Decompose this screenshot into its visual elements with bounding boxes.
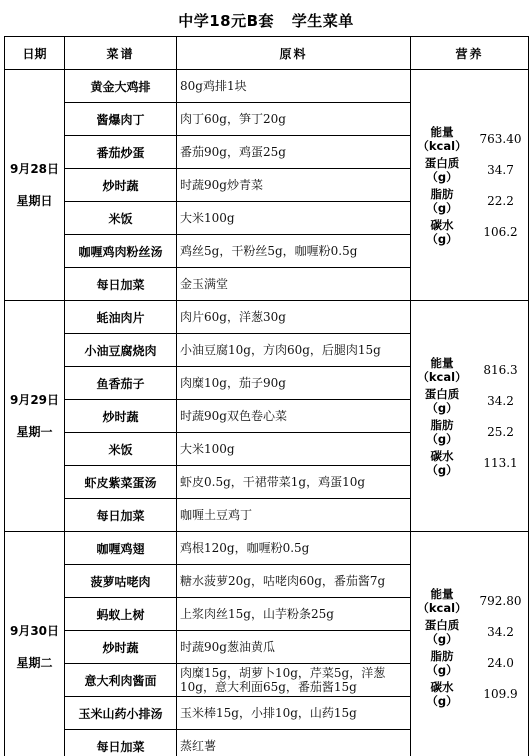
nutrition-row-fat [411,185,528,216]
nutrition-row-carbs [411,678,528,709]
dish-ingredients: 玉米棒15g，小排10g，山药15g [177,697,411,730]
menu-row [5,70,529,103]
nutrition-value-protein: 34.2 [487,393,514,408]
menu-table [4,36,529,756]
nutrition-value-energy: 792.80 [479,593,522,608]
nutrition-label-protein: 蛋白质 （g） [424,155,460,184]
nutrition-row-carbs [411,216,528,247]
nutrition-label-fat: 脂肪 （g） [426,648,458,677]
nutrition-value-energy: 763.40 [479,131,522,146]
nutrition-label-carbs: 碳水 （g） [426,448,458,477]
nutrition-value-protein: 34.7 [487,162,514,177]
dish-ingredients: 大米100g [177,433,411,466]
date-text: 9月28日 [9,162,60,176]
dish-ingredients: 肉糜10g，茄子90g [177,367,411,400]
dish-name: 玉米山药小排汤 [65,697,177,730]
nutrition-label-fat: 脂肪 （g） [426,186,458,215]
dish-ingredients: 虾皮0.5g，干裙带菜1g，鸡蛋10g [177,466,411,499]
nutrition-value-carbs: 109.9 [483,686,518,701]
dish-ingredients: 肉糜15g，胡萝卜10g，芹菜5g，洋葱10g，意大利面65g，番茄酱15g [177,664,411,697]
dish-ingredients: 番茄90g，鸡蛋25g [177,136,411,169]
dish-ingredients: 蒸红薯 [177,730,411,756]
date-text: 9月29日 [9,393,60,407]
nutrition-row-energy [411,354,528,385]
nutrition-label-energy: 能量 （kcal） [417,355,467,384]
nutrition-label-carbs: 碳水 （g） [426,217,458,246]
dish-name: 虾皮紫菜蛋汤 [65,466,177,499]
nutrition-value-carbs: 113.1 [483,455,518,470]
nutrition-cell [411,70,529,301]
nutrition-label-protein: 蛋白质 （g） [424,617,460,646]
dish-ingredients: 鸡丝5g，干粉丝5g，咖喱粉0.5g [177,235,411,268]
dish-ingredients: 肉片60g，洋葱30g [177,301,411,334]
nutrition-value-carbs: 106.2 [483,224,518,239]
dish-ingredients: 鸡根120g，咖喱粉0.5g [177,532,411,565]
dish-ingredients: 肉丁60g，笋丁20g [177,103,411,136]
dish-ingredients: 大米100g [177,202,411,235]
nutrition-value-protein: 34.2 [487,624,514,639]
dish-name: 咖喱鸡肉粉丝汤 [65,235,177,268]
dish-name: 番茄炒蛋 [65,136,177,169]
dish-name: 炒时蔬 [65,631,177,664]
dish-name: 炒时蔬 [65,169,177,202]
menu-row [5,532,529,565]
nutrition-value-fat: 25.2 [487,424,514,439]
menu-body [5,70,529,756]
nutrition-cell [411,532,529,756]
menu-set-title: 中学18元B套 [178,12,275,30]
nutrition-value-fat: 22.2 [487,193,514,208]
header-dish: 菜谱 [65,37,177,70]
dish-ingredients: 糖水菠萝20g，咕咾肉60g，番茄酱7g [177,565,411,598]
dish-ingredients: 时蔬90g炒青菜 [177,169,411,202]
dish-name: 米饭 [65,202,177,235]
menu-subtitle: 学生菜单 [291,12,354,30]
dish-name: 鱼香茄子 [65,367,177,400]
dish-name: 炒时蔬 [65,400,177,433]
dish-name: 菠萝咕咾肉 [65,565,177,598]
dish-ingredients: 咖喱土豆鸡丁 [177,499,411,532]
nutrition-panel [411,123,528,247]
date-cell [5,70,65,301]
nutrition-panel [411,585,528,709]
nutrition-label-energy: 能量 （kcal） [417,586,467,615]
nutrition-row-protein [411,616,528,647]
nutrition-panel [411,354,528,478]
date-cell [5,301,65,532]
dish-name: 蚂蚁上树 [65,598,177,631]
dish-ingredients: 时蔬90g双色卷心菜 [177,400,411,433]
dish-name: 酱爆肉丁 [65,103,177,136]
nutrition-row-fat [411,416,528,447]
nutrition-row-fat [411,647,528,678]
nutrition-value-fat: 24.0 [487,655,514,670]
menu-row [5,301,529,334]
nutrition-row-carbs [411,447,528,478]
dish-name: 小油豆腐烧肉 [65,334,177,367]
dish-name: 每日加菜 [65,730,177,756]
header-nutrition: 营养 [411,37,529,70]
nutrition-label-fat: 脂肪 （g） [426,417,458,446]
dish-name: 咖喱鸡翅 [65,532,177,565]
weekday-text: 星期二 [16,656,53,670]
dish-name: 蚝油肉片 [65,301,177,334]
dish-ingredients: 80g鸡排1块 [177,70,411,103]
nutrition-row-protein [411,154,528,185]
date-cell [5,532,65,756]
nutrition-row-energy [411,585,528,616]
dish-ingredients: 时蔬90g葱油黄瓜 [177,631,411,664]
dish-name: 黄金大鸡排 [65,70,177,103]
header-row [5,37,529,70]
weekday-text: 星期一 [16,425,53,439]
dish-name: 意大利肉酱面 [65,664,177,697]
nutrition-cell [411,301,529,532]
weekday-text: 星期日 [16,194,53,208]
header-date: 日期 [5,37,65,70]
dish-ingredients: 金玉满堂 [177,268,411,301]
nutrition-label-energy: 能量 （kcal） [417,124,467,153]
nutrition-label-protein: 蛋白质 （g） [424,386,460,415]
dish-name: 每日加菜 [65,268,177,301]
dish-ingredients: 上浆肉丝15g，山芋粉条25g [177,598,411,631]
nutrition-row-energy [411,123,528,154]
dish-name: 米饭 [65,433,177,466]
date-text: 9月30日 [9,624,60,638]
dish-name: 每日加菜 [65,499,177,532]
nutrition-value-energy: 816.3 [483,362,518,377]
header-ingredients: 原料 [177,37,411,70]
dish-ingredients: 小油豆腐10g，方肉60g，后腿肉15g [177,334,411,367]
nutrition-label-carbs: 碳水 （g） [426,679,458,708]
page-title [0,6,532,36]
nutrition-row-protein [411,385,528,416]
